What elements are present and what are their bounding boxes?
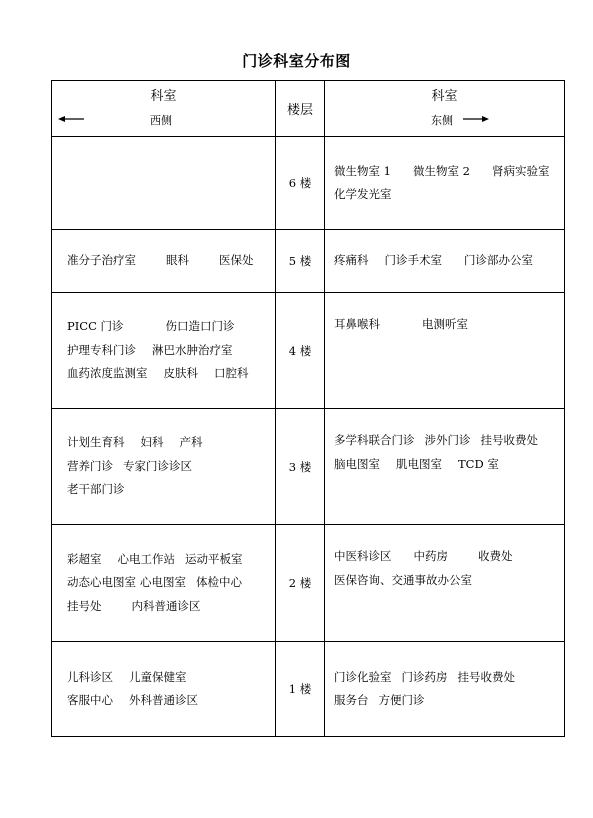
dept-name: 客服中心 (67, 693, 113, 707)
dept-line (67, 548, 271, 572)
dept-name: 内科普通诊区 (131, 598, 201, 613)
dept-name: 外科普通诊区 (129, 693, 198, 707)
dept-line (67, 249, 271, 273)
dept-name: 肌电图室 (396, 456, 442, 471)
floor-label-6: 6 楼 (276, 137, 325, 230)
dept-line (334, 160, 560, 184)
dept-name: 体检中心 (196, 575, 242, 590)
floor-label-2: 2 楼 (276, 525, 325, 642)
floor-label-1: 1 楼 (276, 642, 325, 737)
dept-name: 妇科 (140, 435, 164, 450)
dept-name: 口腔科 (214, 366, 249, 381)
dept-name: 老干部门诊 (67, 482, 125, 497)
dept-name: 专家门诊诊区 (123, 458, 192, 473)
dept-name: 护理专科门诊 (67, 342, 136, 357)
dept-name: 耳鼻喉科 (334, 317, 380, 331)
west-departments-5 (52, 230, 276, 293)
floor-row-5 (52, 230, 565, 293)
floor-label-5: 5 楼 (276, 230, 325, 293)
dept-line (67, 362, 271, 386)
east-departments-6 (325, 137, 565, 230)
dept-line (334, 429, 560, 453)
arrow-left-icon (58, 114, 84, 124)
west-departments-3 (52, 409, 276, 525)
east-departments-4 (325, 293, 565, 409)
dept-line (67, 455, 271, 479)
dept-line (67, 478, 271, 502)
dept-name: 门诊化验室 (334, 669, 392, 684)
dept-name: 肾病实验室 (491, 163, 550, 178)
floor-row-3 (52, 409, 565, 525)
west-departments-2 (52, 525, 276, 642)
dept-name: 计划生育科 (67, 435, 125, 450)
dept-name: 营养门诊 (67, 458, 113, 473)
arrow-right-icon (463, 114, 489, 124)
dept-line (67, 689, 271, 713)
dept-name: 中药房 (413, 549, 448, 563)
dept-line (67, 571, 271, 595)
dept-name: 脑电图室 (334, 456, 380, 471)
dept-name: 准分子治疗室 (67, 253, 136, 268)
dept-line (334, 666, 560, 690)
dept-name: 产科 (179, 435, 203, 450)
dept-name: 化学发光室 (334, 187, 392, 201)
west-departments-6 (52, 137, 276, 230)
dept-name: 门诊部办公室 (464, 253, 533, 268)
dept-name: 挂号处 (67, 598, 102, 613)
dept-line (67, 666, 271, 690)
dept-line (334, 453, 560, 477)
dept-name: 门诊药房 (401, 669, 448, 684)
east-departments-5 (325, 230, 565, 293)
dept-name: PICC 门诊 (67, 319, 124, 334)
dept-name: 医保咨询、交通事故办公室 (334, 572, 472, 587)
dept-line (67, 595, 271, 619)
dept-name: 血药浓度监测室 (67, 366, 148, 381)
dept-name: 电测听室 (422, 317, 468, 331)
dept-name: 微生物室 1 (334, 163, 391, 178)
department-distribution-table (51, 80, 565, 737)
east-departments-3 (325, 409, 565, 525)
dept-line (334, 249, 560, 273)
dept-line (334, 545, 560, 569)
east-departments-1 (325, 642, 565, 737)
west-side-label: 西侧 (150, 114, 172, 127)
dept-name: 挂号收费处 (457, 669, 515, 684)
dept-line (334, 183, 560, 207)
dept-line (334, 569, 560, 593)
dept-name: 疼痛科 (334, 253, 369, 268)
page-title: 门诊科室分布图 (242, 52, 351, 70)
dept-name: 中医科诊区 (334, 549, 392, 563)
dept-name: TCD 室 (458, 456, 499, 471)
dept-name: 儿童保健室 (129, 669, 187, 684)
floor-label-4: 4 楼 (276, 293, 325, 409)
dept-name: 皮肤科 (163, 366, 198, 381)
floor-header-cell: 楼层 (276, 81, 325, 137)
dept-name: 方便门诊 (378, 693, 425, 707)
dept-line (334, 313, 560, 337)
dept-name: 伤口造口门诊 (165, 319, 235, 334)
dept-name: 心电图室 (140, 575, 186, 590)
floor-row-6 (52, 137, 565, 230)
dept-line (67, 315, 271, 339)
floor-row-1 (52, 642, 565, 737)
west-header-title: 科室 (150, 89, 177, 104)
dept-line (67, 339, 271, 363)
dept-name: 多学科联合门诊 (334, 433, 415, 447)
dept-name: 涉外门诊 (424, 433, 471, 447)
west-departments-4 (52, 293, 276, 409)
dept-name: 儿科诊区 (67, 669, 113, 684)
dept-name: 门诊手术室 (384, 253, 442, 268)
east-departments-2 (325, 525, 565, 642)
dept-name: 淋巴水肿治疗室 (152, 342, 233, 357)
dept-line (67, 431, 271, 455)
dept-name: 动态心电图室 (67, 575, 136, 590)
west-header-cell (52, 81, 276, 137)
table-header-row (52, 81, 565, 137)
dept-name: 微生物室 2 (412, 163, 470, 178)
west-departments-1 (52, 642, 276, 737)
dept-name: 眼科 (166, 253, 189, 268)
dept-name: 收费处 (478, 549, 513, 563)
east-header-cell (325, 81, 565, 137)
dept-name: 运动平板室 (185, 551, 243, 566)
dept-name: 挂号收费处 (480, 433, 538, 447)
east-side-label: 东侧 (431, 114, 453, 127)
dept-line (334, 689, 560, 713)
floor-row-4 (52, 293, 565, 409)
floor-row-2 (52, 525, 565, 642)
dept-name: 服务台 (334, 693, 369, 707)
floor-label-3: 3 楼 (276, 409, 325, 525)
dept-name: 彩超室 (67, 551, 102, 566)
east-header-title: 科室 (431, 89, 458, 104)
dept-name: 医保处 (219, 253, 254, 268)
dept-name: 心电工作站 (117, 551, 175, 566)
